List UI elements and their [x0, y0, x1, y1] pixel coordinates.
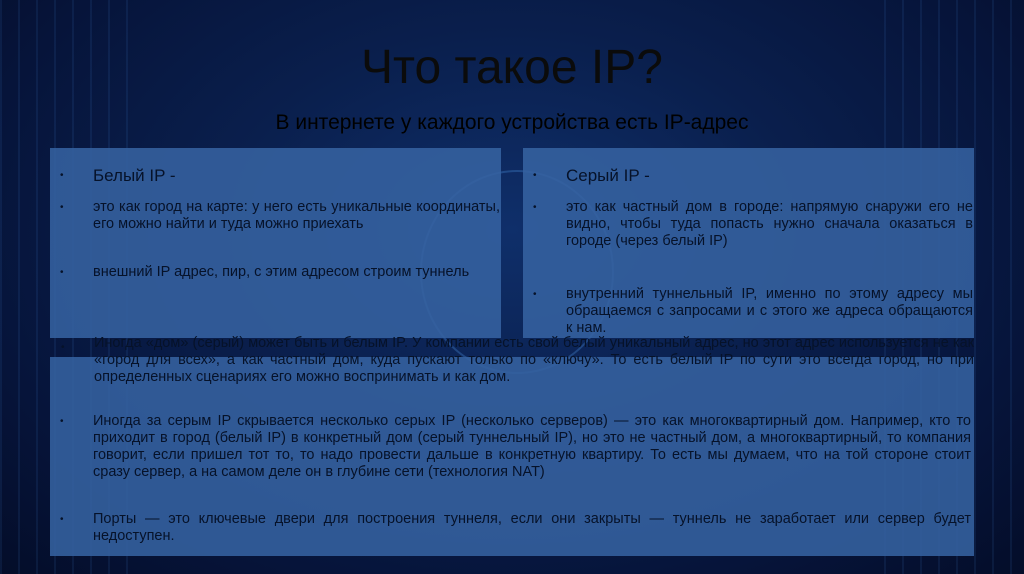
bullet-icon: • — [533, 289, 537, 300]
bullet-icon: • — [60, 416, 64, 427]
bullet-icon: • — [533, 202, 537, 213]
gray-ip-text: внутренний туннельный IP, именно по этому адресу мы обращаемся с запросами и с этого же адреса обращаются к нам. — [566, 286, 973, 336]
bullet-icon: • — [60, 267, 64, 278]
notes-text: Иногда за серым IP скрывается несколько серых IP (несколько серверов) — это как многоквартирный дом. Например, кто то приходит в город (белый IP) в конкретный дом (серый туннельный IP), но это не частный дом, а многоквартирный, то компания говорит, если пришел тот то, то надо провести дальше в конкретную квартиру. То есть мы думаем, что на той стороне стоит сразу сервер, а на самом деле он в глубине сети (технология NAT) — [93, 413, 971, 480]
slide-subtitle: В интернете у каждого устройства есть IP-адрес — [275, 111, 749, 134]
bullet-icon: • — [60, 202, 64, 213]
notes-text: Иногда «дом» (серый) может быть и белым IP. У компании есть свой белый уникальный адрес, но этот адрес используется не как «город для всех», а как частный дом, куда пускают только по «ключу». То есть белый IP по сути это всегда город, но при определенных сценариях его можно воспринимать и как дом. — [94, 335, 974, 385]
gray-ip-heading: Серый IP - — [566, 166, 650, 185]
bullet-icon: • — [60, 514, 64, 525]
white-ip-panel — [50, 148, 501, 338]
gray-ip-panel — [523, 148, 974, 338]
bullet-icon: • — [61, 342, 65, 353]
gray-ip-text: это как частный дом в городе: напрямую снаружи его не видно, чтобы туда попасть нужно сначала оказаться в городе (через белый IP) — [566, 199, 973, 249]
white-ip-text: внешний IP адрес, пир, с этим адресом строим туннель — [93, 264, 470, 280]
slide-title: Что такое IP? — [361, 41, 663, 94]
bullet-icon: • — [60, 170, 64, 181]
white-ip-heading: Белый IP - — [93, 166, 176, 185]
white-ip-text: это как город на карте: у него есть уникальные координаты, его можно найти и туда можно приехать — [93, 199, 500, 232]
notes-text: Порты — это ключевые двери для построения туннеля, если они закрыты — туннель не заработает или сервер будет недоступен. — [93, 511, 971, 544]
bullet-icon: • — [533, 170, 537, 181]
notes-panel — [50, 357, 974, 556]
